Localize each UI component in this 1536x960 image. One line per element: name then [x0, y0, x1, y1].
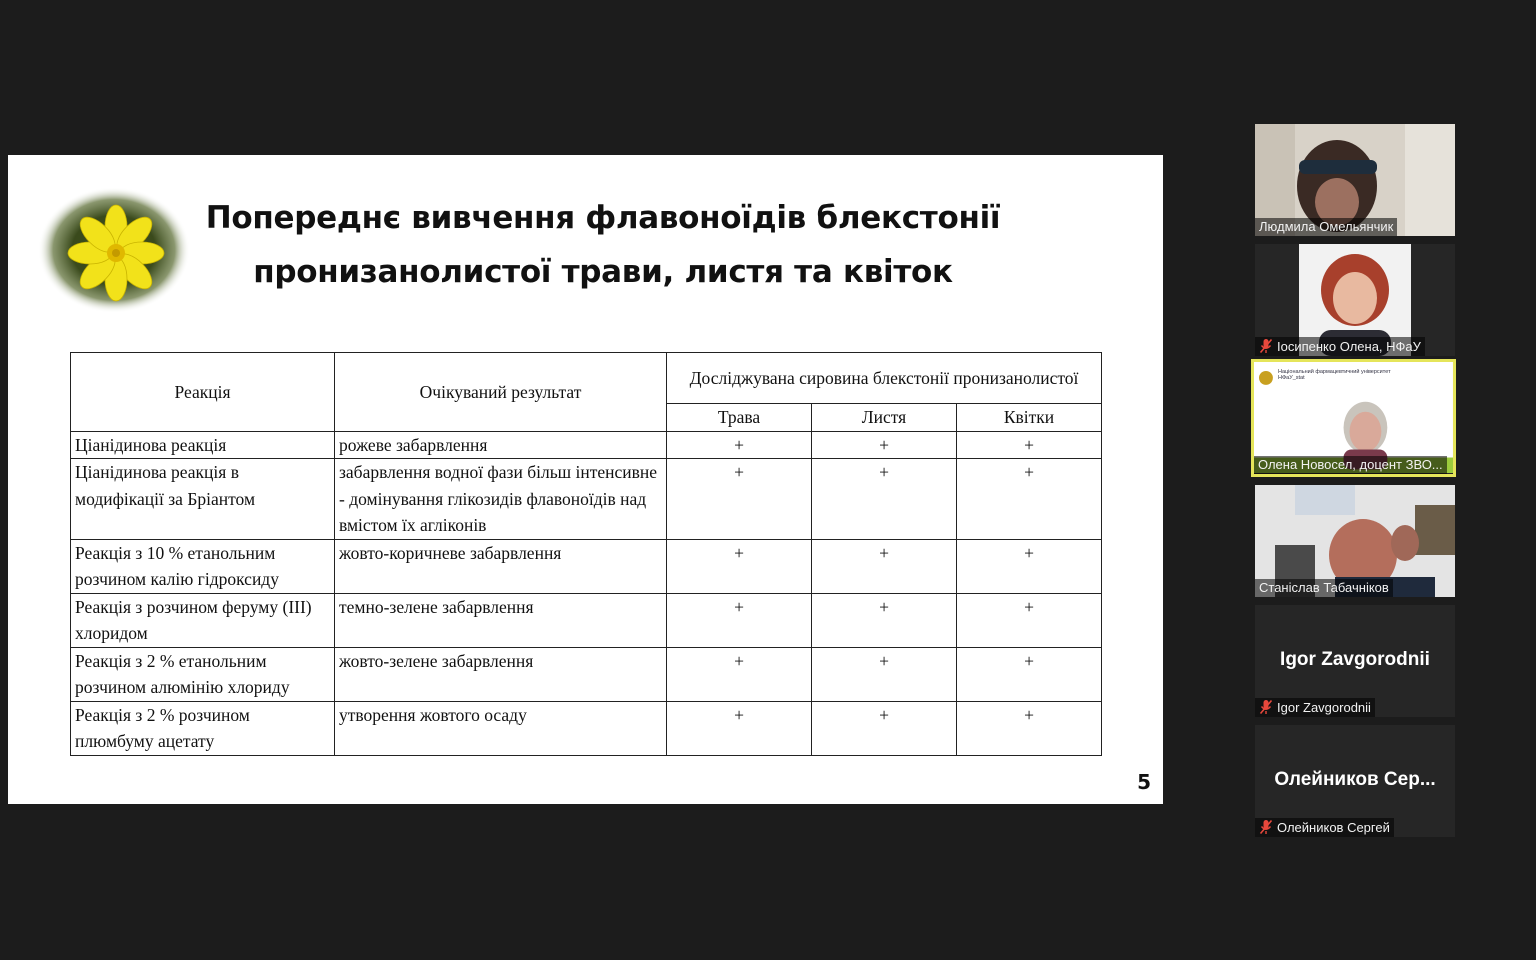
cell-leaves: +	[812, 431, 957, 459]
participant-tile-4[interactable]	[1255, 485, 1455, 597]
cell-leaves: +	[812, 701, 957, 755]
cell-result: темно-зелене забарвлення	[335, 593, 667, 647]
cell-result: жовто-зелене забарвлення	[335, 647, 667, 701]
cell-leaves: +	[812, 459, 957, 540]
cell-reaction: Реакція з 2 % етанольним розчином алюмінію хлориду	[71, 647, 335, 701]
institution-overlay	[1278, 369, 1408, 381]
table-row	[71, 593, 1102, 647]
participant-name: Олена Новосел, доцент ЗВО...	[1258, 457, 1443, 472]
cell-flowers: +	[957, 647, 1102, 701]
participant-display-name: Igor Zavgorodnii	[1280, 649, 1430, 670]
institution-overlay-text: Національний фармацевтичний університет	[1278, 369, 1391, 375]
cell-result: рожеве забарвлення	[335, 431, 667, 459]
slide-title	[168, 191, 1038, 299]
participant-name-tag	[1255, 579, 1393, 597]
table-row	[71, 431, 1102, 459]
cell-herb: +	[667, 647, 812, 701]
cell-result: жовто-коричневе забарвлення	[335, 539, 667, 593]
participant-name-tag	[1255, 818, 1394, 837]
table-row	[71, 647, 1102, 701]
cell-flowers: +	[957, 539, 1102, 593]
cell-leaves: +	[812, 647, 957, 701]
participant-tile-6[interactable]	[1255, 725, 1455, 837]
slide-title-line-1: Попереднє вивчення флавоноїдів блекстонії	[205, 200, 1001, 236]
cell-leaves: +	[812, 593, 957, 647]
participant-name: Igor Zavgorodnii	[1277, 699, 1371, 715]
slide-title-line-2: пронизанолистої трави, листя та квіток	[253, 254, 953, 290]
table-row	[71, 701, 1102, 755]
shared-slide	[8, 155, 1163, 804]
slide-page-number: 5	[1137, 770, 1151, 794]
mic-muted-icon	[1259, 819, 1273, 835]
participant-name-tag	[1255, 698, 1375, 717]
participant-tile-5[interactable]	[1255, 605, 1455, 717]
cell-reaction: Ціанідинова реакція в модифікації за Бріантом	[71, 459, 335, 540]
participant-name: Олейников Сергей	[1277, 819, 1390, 835]
cell-herb: +	[667, 459, 812, 540]
participant-display-name: Олейников Сер...	[1274, 769, 1436, 790]
institution-overlay-sub: НФаУ_stat	[1278, 375, 1305, 381]
cell-leaves: +	[812, 539, 957, 593]
participant-name: Станіслав Табачніков	[1259, 580, 1389, 595]
cell-flowers: +	[957, 701, 1102, 755]
cell-herb: +	[667, 431, 812, 459]
participant-tile-1[interactable]	[1255, 124, 1455, 236]
participant-name-tag	[1254, 456, 1447, 474]
table-header-row	[71, 353, 1102, 404]
participant-tile-2[interactable]	[1255, 244, 1455, 356]
cell-reaction: Реакція з розчином феруму (ІІІ) хлоридом	[71, 593, 335, 647]
mic-muted-icon	[1259, 699, 1273, 715]
header-herb: Трава	[667, 404, 812, 432]
header-reaction: Реакція	[71, 353, 335, 432]
participant-name-tag	[1255, 218, 1397, 236]
participant-tile-3-active-speaker[interactable]	[1251, 359, 1456, 477]
header-leaves: Листя	[812, 404, 957, 432]
participant-name: Іосипенко Олена, НФаУ	[1277, 338, 1421, 354]
cell-reaction: Реакція з 2 % розчином плюмбуму ацетату	[71, 701, 335, 755]
cell-reaction: Ціанідинова реакція	[71, 431, 335, 459]
cell-result: утворення жовтого осаду	[335, 701, 667, 755]
table-row	[71, 459, 1102, 540]
cell-flowers: +	[957, 431, 1102, 459]
reactions-table	[70, 352, 1102, 756]
header-studied-material: Досліджувана сировина блекстонії пронизанолистої	[667, 353, 1102, 404]
cell-reaction: Реакція з 10 % етанольним розчином калію гідроксиду	[71, 539, 335, 593]
mic-muted-icon	[1259, 338, 1273, 354]
cell-flowers: +	[957, 593, 1102, 647]
header-expected-result: Очікуваний результат	[335, 353, 667, 432]
table-row	[71, 539, 1102, 593]
participant-name: Людмила Омельянчик	[1259, 219, 1394, 234]
cell-herb: +	[667, 539, 812, 593]
participant-name-tag	[1255, 337, 1425, 356]
cell-herb: +	[667, 593, 812, 647]
cell-herb: +	[667, 701, 812, 755]
cell-result: забарвлення водної фази більш інтенсивне - домінування глікозидів флавоноїдів над вмістом їх агліконів	[335, 459, 667, 540]
cell-flowers: +	[957, 459, 1102, 540]
header-flowers: Квітки	[957, 404, 1102, 432]
